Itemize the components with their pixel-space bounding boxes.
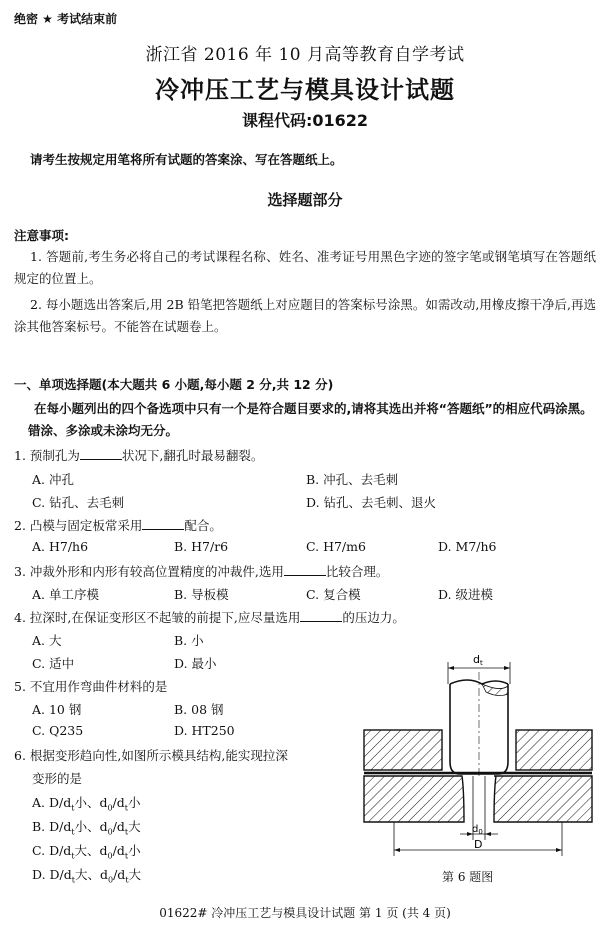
notes-title: 注意事项: [14, 228, 69, 243]
q6-option-c: C. $D/d_t$大、$d_0/d_t$小 [32, 843, 141, 861]
question-4-text-pre: 4. 拉深时,在保证变形区不起皱的前提下,应尽量选用 [14, 610, 301, 625]
question-1 [14, 446, 263, 464]
blank-holder-right [516, 730, 592, 770]
main-title: 冷冲压工艺与模具设计试题 [155, 76, 455, 104]
q1-option-d: D. 钻孔、去毛刺、退火 [306, 495, 437, 510]
question-4 [14, 608, 405, 626]
question-1-text-post: 状况下,翻孔时最易翻裂。 [121, 448, 264, 463]
q5-option-b: B. 08 钢 [174, 702, 224, 717]
q5-option-a: A. 10 钢 [32, 702, 82, 717]
blank-holder-left [364, 730, 442, 770]
q2-option-b: B. H7/r6 [174, 539, 229, 554]
question-2 [14, 516, 222, 534]
answer-instruction: 请考生按规定用笔将所有试题的答案涂、写在答题纸上。 [30, 152, 343, 167]
dt-label: dt [473, 653, 483, 667]
figure-caption: 第 6 题图 [442, 870, 494, 884]
question-4-text-post: 的压边力。 [342, 610, 405, 625]
q4-option-c: C. 适中 [32, 656, 75, 671]
q6-option-d: D. $D/d_t$大、$d_0/d_t$大 [32, 867, 142, 885]
q1-option-b: B. 冲孔、去毛刺 [306, 472, 399, 487]
note-item-1: 1. 答题前,考生务必将自己的考试课程名称、姓名、准考证号用黑色字迹的签字笔或钢笔填写在答题纸规定的位置上。 [14, 249, 596, 286]
section-title: 一、单项选择题(本大题共 6 小题,每小题 2 分,共 12 分) [14, 377, 334, 392]
question-3-text-post: 比较合理。 [325, 564, 389, 579]
die-left [364, 776, 464, 822]
q2-option-d: D. M7/h6 [438, 539, 497, 554]
q4-option-d: D. 最小 [174, 656, 217, 671]
q2-option-c: C. H7/m6 [306, 539, 366, 554]
answer-blank [300, 609, 342, 622]
q3-option-b: B. 导板模 [174, 587, 229, 602]
course-code: 课程代码:01622 [241, 111, 369, 130]
question-5-text: 5. 不宜用作弯曲件材料的是 [14, 679, 168, 694]
section-intro: 在每小题列出的四个备选项中只有一个是符合题目要求的,请将其选出并将“答题纸”的相应代码涂黑。错涂、多涂或未涂均无分。 [28, 401, 593, 438]
question-5 [14, 677, 167, 695]
q1-option-a: A. 冲孔 [32, 472, 74, 487]
question-6-line-1: 6. 根据变形趋向性,如图所示模具结构,能实现拉深 [14, 748, 288, 763]
answer-blank [80, 447, 122, 460]
q6-option-b: B. $D/d_t$小、$d_0/d_t$大 [32, 819, 141, 837]
note-item-2: 2. 每小题选出答案后,用 2B 铅笔把答题纸上对应题目的答案标号涂黑。如需改动,用橡皮擦干净后,再选涂其他答案标号。不能答在试题卷上。 [14, 297, 596, 334]
D-label: D [474, 838, 483, 851]
page-footer: 01622# 冷冲压工艺与模具设计试题 第 1 页 (共 4 页) [159, 906, 451, 920]
question-2-text-post: 配合。 [184, 518, 222, 533]
q3-option-c: C. 复合模 [306, 587, 361, 602]
q2-option-a: A. H7/h6 [32, 539, 89, 554]
q6-option-a: A. $D/d_t$小、$d_0/d_t$小 [32, 795, 141, 813]
q5-option-c: C. Q235 [32, 723, 84, 738]
d0-label: $d_0$ [472, 824, 483, 836]
q1-option-c: C. 钻孔、去毛刺 [32, 495, 125, 510]
q4-option-b: B. 小 [174, 633, 204, 648]
question-6-line-2: 变形的是 [32, 771, 83, 786]
answer-blank [142, 517, 184, 530]
secret-label: 绝密 ★ 考试结束前 [14, 12, 118, 26]
question-1-text-pre: 1. 预制孔为 [14, 448, 80, 463]
q3-option-d: D. 级进模 [438, 587, 494, 602]
q4-option-a: A. 大 [32, 633, 62, 648]
q5-option-d: D. HT250 [174, 723, 235, 738]
exam-title: 浙江省 2016 年 10 月高等教育自学考试 [145, 45, 465, 65]
die-right [494, 776, 592, 822]
part-heading: 选择题部分 [267, 191, 343, 209]
q3-option-a: A. 单工序模 [32, 587, 99, 602]
question-3-text-pre: 3. 冲裁外形和内形有较高位置精度的冲裁件,选用 [14, 564, 284, 579]
punch [450, 672, 508, 776]
die-structure-figure [350, 642, 600, 862]
question-3 [14, 562, 388, 580]
question-2-text-pre: 2. 凸模与固定板常采用 [14, 518, 143, 533]
answer-blank [284, 563, 326, 576]
